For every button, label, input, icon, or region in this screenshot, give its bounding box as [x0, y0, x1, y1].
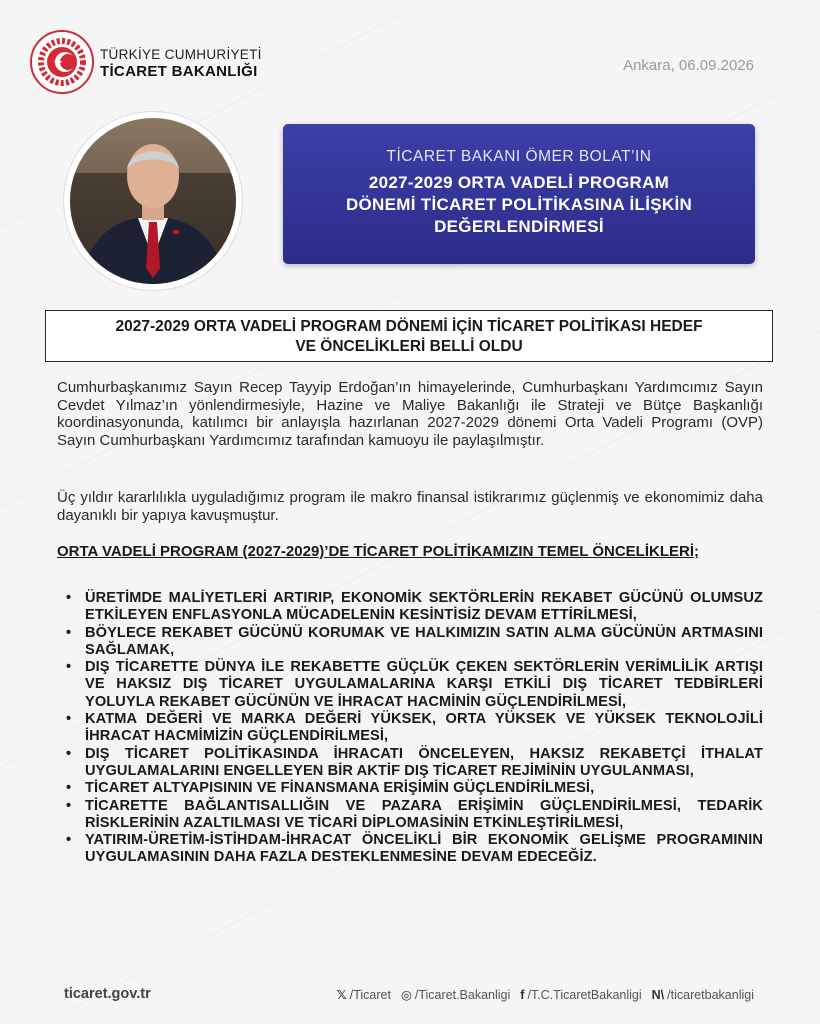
list-item	[57, 798, 763, 833]
portrait-image	[70, 118, 236, 284]
priority-text: BÖYLECE REKABET GÜCÜNÜ KORUMAK VE HALKIMIZIN SATIN ALMA GÜCÜNÜN ARTMASINI SAĞLAMAK,	[85, 624, 763, 658]
ministry-name-line2: TİCARET BAKANLIĞI	[100, 63, 258, 80]
social-facebook-link[interactable]	[520, 988, 641, 1002]
ministry-logo-icon	[30, 30, 94, 94]
social-handle: /T.C.TicaretBakanligi	[527, 987, 642, 1002]
subtitle-box	[45, 310, 773, 362]
social-instagram-link[interactable]	[401, 987, 510, 1002]
social-handle: /Ticaret.Bakanligi	[414, 987, 511, 1002]
list-item	[57, 832, 763, 867]
list-item	[57, 711, 763, 746]
title-main	[283, 172, 755, 238]
list-item	[57, 780, 763, 797]
priority-text: YATIRIM-ÜRETİM-İSTİHDAM-İHRACAT ÖNCELİKLİ BİR EKONOMİK GELİŞME PROGRAMININ UYGULAMASININ DAHA FAZLA DESTEKLENMESİNE DEVAM EDECEĞİZ.	[85, 832, 763, 866]
bullet-icon: •	[66, 711, 72, 728]
priorities-heading: ORTA VADELİ PROGRAM (2027-2029)’DE TİCARET POLİTİKAMIZIN TEMEL ÖNCELİKLERİ;	[57, 543, 699, 560]
x-icon: 𝕏	[336, 988, 347, 1002]
ministry-name	[100, 46, 262, 80]
title-line2: 2027-2029 ORTA VADELİ PROGRAM	[368, 173, 670, 192]
social-handle: /ticaretbakanligi	[667, 987, 754, 1002]
bullet-icon: •	[66, 745, 72, 762]
social-handle: /Ticaret	[349, 987, 391, 1002]
priority-text: DIŞ TİCARET POLİTİKASINDA İHRACATI ÖNCELEYEN, HAKSIZ REKABETÇİ İTHALAT UYGULAMALARINI ENGELLEYEN BİR AKTİF DIŞ TİCARET REJİMİNİN UYGULANMASI,	[85, 745, 763, 779]
date-label: Ankara, 06.09.2026	[623, 57, 754, 74]
list-item	[57, 659, 763, 711]
title-line4: DEĞERLENDİRMESİ	[434, 217, 604, 236]
list-item	[57, 590, 763, 625]
title-line1: TİCARET BAKANI ÖMER BOLAT’IN	[386, 148, 652, 165]
priorities-list	[57, 590, 763, 867]
list-item	[57, 746, 763, 781]
paragraph-2: Üç yıldır kararlılıkla uyguladığımız program ile makro finansal istikrarımız güçlenmiş ve ekonomimiz daha dayanıklı bir yapıya kavuşmuştur.	[57, 489, 763, 524]
social-nsosyal-link[interactable]	[652, 988, 754, 1002]
paragraph-1: Cumhurbaşkanımız Sayın Recep Tayyip Erdoğan’ın himayelerinde, Cumhurbaşkanı Yardımcımız Sayın Cevdet Yılmaz’ın yönlendirmesiyle, Hazine ve Maliye Bakanlığı ile Strateji ve Bütçe Başkanlığı koordinasyonunda, katılımcı bir anlayışla hazırlanan 2027-2029 dönemi Orta Vadeli Programı (OVP) Sayın Cumhurbaşkanı Yardımcımız tarafından kamuoyu ile paylaşılmıştır.	[57, 379, 763, 449]
list-item	[57, 625, 763, 660]
title-line3: DÖNEMİ TİCARET POLİTİKASINA İLİŞKİN	[345, 195, 693, 214]
bullet-icon: •	[66, 832, 72, 849]
social-links	[337, 987, 754, 1002]
priority-text: TİCARET ALTYAPISININ VE FİNANSMANA ERİŞİMİN GÜÇLENDİRİLMESİ,	[85, 780, 595, 797]
nsosyal-icon: N\	[651, 987, 665, 1002]
priority-text: TİCARETTE BAĞLANTISALLIĞIN VE PAZARA ERİŞİMİN GÜÇLENDİRİLMESİ, TEDARİK RİSKLERİNİN AZALTILMASI VE TİCARİ DİPLOMASİNİN ETKİNLEŞTİRİLMESİ,	[85, 797, 763, 831]
website-link[interactable]: ticaret.gov.tr	[64, 986, 151, 1002]
priority-text: DIŞ TİCARETTE DÜNYA İLE REKABETTE GÜÇLÜK ÇEKEN SEKTÖRLERİN VERİMLİLİK ARTIŞI VE HAKSIZ DIŞ TİCARET UYGULAMALARINA KARŞI ETKİLİ DIŞ TİCARET TEDBİRLERİ YOLUYLA REKABET GÜCÜNÜN VE İHRACAT HACMİNİN GÜÇLENDİRİLMESİ,	[85, 659, 763, 710]
priority-text: KATMA DEĞERİ VE MARKA DEĞERİ YÜKSEK, ORTA YÜKSEK VE YÜKSEK TEKNOLOJİLİ İHRACAT HACMİMİZİN GÜÇLENDİRİLMESİ,	[85, 711, 763, 745]
subtitle-line1: 2027-2029 ORTA VADELİ PROGRAM DÖNEMİ İÇİN TİCARET POLİTİKASI HEDEF	[115, 318, 703, 335]
bullet-icon: •	[66, 590, 72, 606]
bullet-icon: •	[66, 797, 72, 814]
bullet-icon: •	[66, 624, 72, 641]
subtitle-line2: VE ÖNCELİKLERİ BELLİ OLDU	[295, 338, 523, 355]
bullet-icon: •	[66, 659, 72, 676]
social-x-link[interactable]	[337, 987, 391, 1002]
bullet-icon: •	[66, 780, 72, 797]
minister-portrait	[64, 112, 242, 290]
priority-text: ÜRETİMDE MALİYETLERİ ARTIRIP, EKONOMİK SEKTÖRLERİN REKABET GÜCÜNÜ OLUMSUZ ETKİLEYEN ENFLASYONLA MÜCADELENİN KESİNTİSİZ DEVAM ETTİRİLMESİ,	[85, 590, 763, 624]
instagram-icon: ◎	[400, 988, 412, 1002]
announcement-title-box	[283, 124, 755, 264]
ministry-name-line1: TÜRKİYE CUMHURİYETİ	[100, 47, 262, 62]
facebook-icon: f	[520, 987, 525, 1002]
